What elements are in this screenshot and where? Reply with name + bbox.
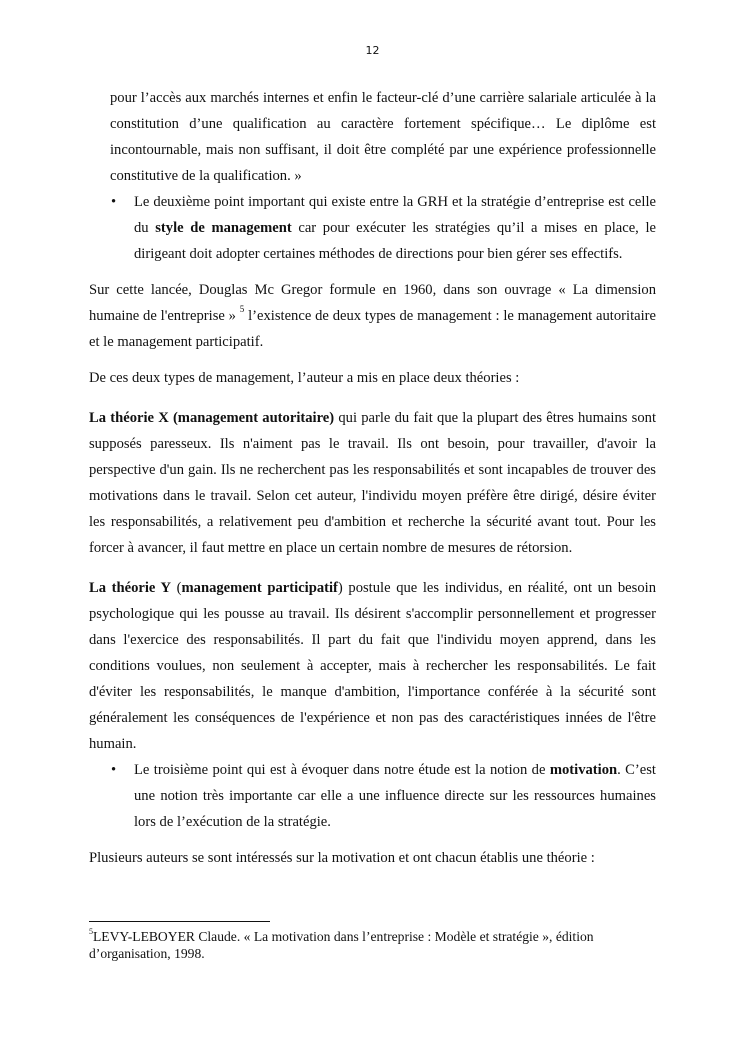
theory-x-text: qui parle du fait que la plupart des êtres humains sont supposés paresseux. Ils n'aiment pas le travail. Ils ont besoin, pour travailler, d'avoir la perspective d'un gain. Ils ne recherchent pas les responsabilités et sont incapables de trouver des motivations dans le travail. Selon cet auteur, l'individu moyen préfère être dirigé, désire éviter les responsabilités, a relativement peu d'ambition et recherche la sécurité avant tout. Pour les forcer à avancer, il faut mettre en place un certain nombre de mesures de rétorsion. — [89, 410, 656, 556]
mcgregor-text-after: l’existence de deux types de management : le management autoritaire et le management participatif. — [89, 308, 656, 350]
bullet-icon: • — [111, 762, 117, 778]
bullet-text-before: Le troisième point qui est à évoquer dans notre étude est la notion de — [134, 762, 550, 778]
bullet-bold-term: style de management — [155, 220, 292, 236]
theory-y-subtitle: management participatif — [181, 580, 338, 596]
footnote-number: 5 — [89, 927, 93, 937]
footnote-text: LEVY-LEBOYER Claude. « La motivation dans l’entreprise : Modèle et stratégie », édition d’organisation, 1998. — [89, 929, 594, 961]
page-number: 12 — [365, 44, 380, 57]
theory-y-paren-open: ( — [171, 580, 182, 596]
paragraph-two-types: De ces deux types de management, l’auteur a mis en place deux théories : — [89, 370, 520, 386]
bullet-item-motivation — [89, 757, 656, 835]
bullet-text-after: . C’est une notion très importante car elle a une influence directe sur les ressources humaines lors de l’exécution de la stratégie. — [134, 762, 656, 830]
theory-y-paren-close: ) — [337, 580, 343, 596]
quote-continuation: pour l’accès aux marchés internes et enfin le facteur-clé d’une carrière salariale articulée à la constitution d’une qualification au caractère fortement spécifique… Le diplôme est incontournable, mais non suffisant, il doit être complété par une expérience professionnelle constitutive de la qualification. » — [110, 90, 656, 184]
page-body — [89, 85, 656, 871]
mcgregor-text-before: Sur cette lancée, Douglas Mc Gregor formule en 1960, dans son ouvrage « La dimension humaine de l'entreprise » — [89, 282, 656, 324]
theory-x-title: La théorie X (management autoritaire) — [89, 410, 335, 426]
bullet-icon: • — [111, 194, 117, 210]
bullet-text-after: car pour exécuter les stratégies qu’il a mises en place, le dirigeant doit adopter certaines méthodes de directions pour bien gérer ses effectifs. — [134, 220, 656, 262]
footnote — [89, 928, 659, 962]
footnote-reference[interactable]: 5 — [239, 304, 245, 315]
theory-y-text: postule que les individus, en réalité, ont un besoin psychologique qui les pousse au travail. Ils désirent s'accomplir personnellement et progresser dans l'exercice des responsabilités. Il part du fait que l'individu moyen apprend, dans les conditions voulues, non seulement à accepter, mais à rechercher les responsabilités. Le fait d'éviter les responsabilités, le manque d'ambition, l'importance conférée à la sécurité sont généralement les conséquences de l'expérience et non pas des caractéristiques innées de l'être humain. — [89, 580, 656, 752]
theory-y-title: La théorie Y — [89, 580, 172, 596]
paragraph-theory-y — [89, 575, 656, 757]
bullet-item-management-style — [89, 189, 656, 267]
footnote-separator — [89, 921, 270, 922]
paragraph-theory-x — [89, 405, 656, 561]
paragraph-authors: Plusieurs auteurs se sont intéressés sur la motivation et ont chacun établis une théorie : — [89, 850, 595, 866]
bullet-bold-term: motivation — [549, 762, 618, 778]
bullet-list-motivation — [89, 757, 656, 835]
paragraph-mcgregor — [89, 277, 656, 355]
bullet-text-before: Le deuxième point important qui existe entre la GRH et la stratégie d’entreprise est celle du — [134, 194, 656, 236]
bullet-list-style — [89, 189, 656, 267]
